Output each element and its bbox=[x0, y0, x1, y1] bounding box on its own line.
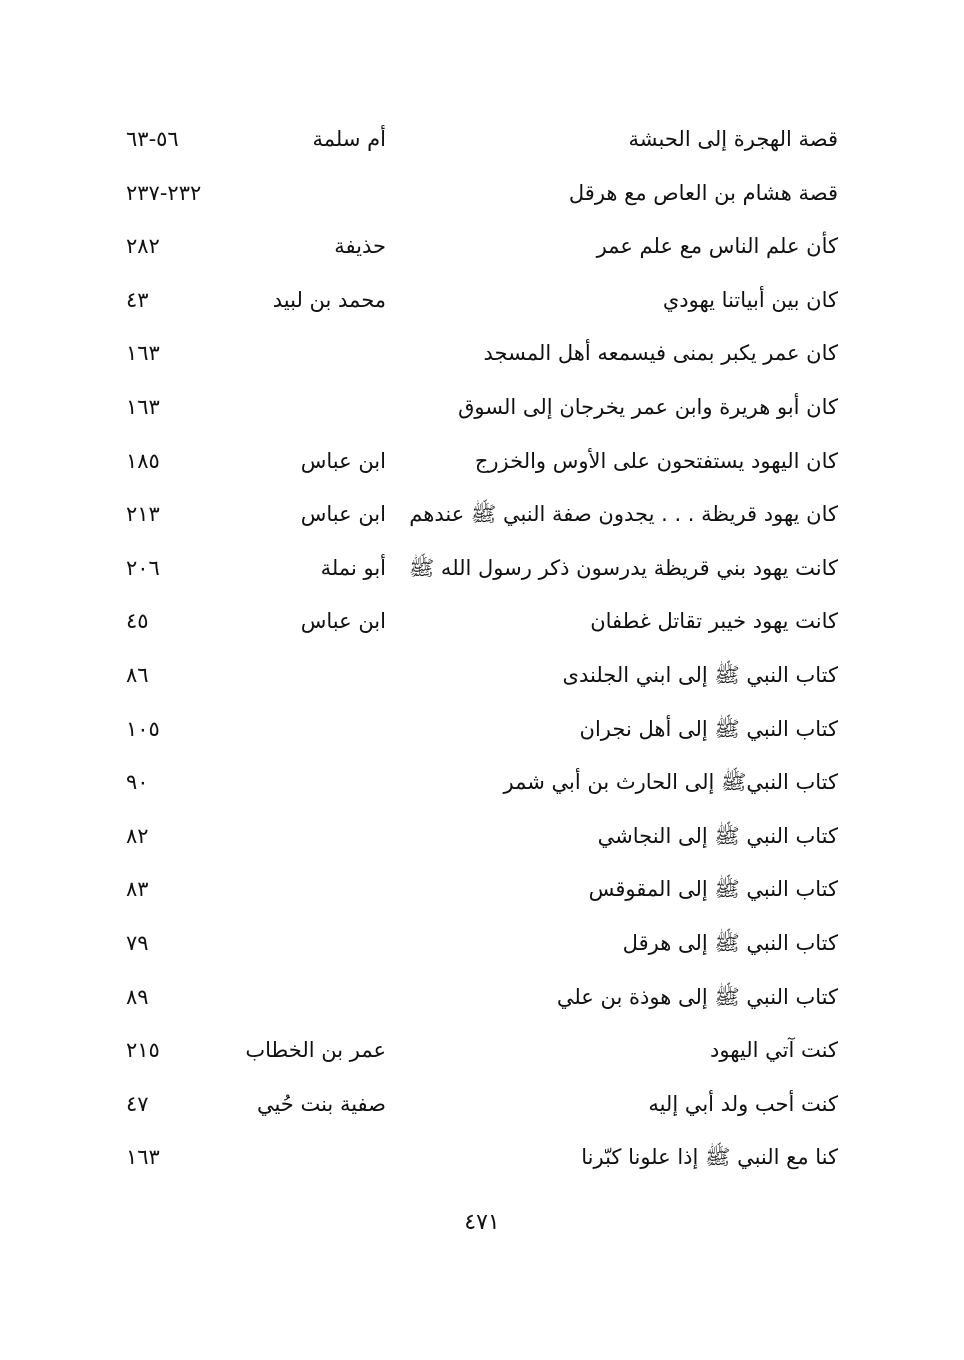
index-row bbox=[0, 542, 964, 596]
entry-pages: ٧٩ bbox=[126, 930, 149, 955]
index-row bbox=[0, 381, 964, 435]
entry-text: كانت يهود خيبر تقاتل غطفان bbox=[590, 609, 838, 634]
entry-text: كنت آتي اليهود bbox=[710, 1038, 838, 1063]
entry-pages: ٢٨٢ bbox=[126, 234, 160, 259]
entry-text: كتاب النبي ﷺ إلى هوذة بن علي bbox=[556, 984, 838, 1009]
entry-text: كتاب النبيﷺ إلى الحارث بن أبي شمر bbox=[503, 770, 838, 795]
index-row bbox=[0, 167, 964, 221]
entry-pages: ١٦٣ bbox=[126, 1145, 160, 1170]
entry-text: كنت أحب ولد أبي إليه bbox=[648, 1091, 838, 1116]
entry-pages: ٤٥ bbox=[126, 609, 149, 634]
entry-text: كان يهود قريظة . . . يجدون صفة النبي ﷺ عندهم bbox=[409, 502, 838, 527]
index-row bbox=[0, 703, 964, 757]
entry-pages: ٢١٣ bbox=[126, 502, 160, 527]
entry-text: كتاب النبي ﷺ إلى هرقل bbox=[622, 930, 838, 955]
entry-narrator: صفية بنت حُيي bbox=[256, 1091, 386, 1116]
index-row bbox=[0, 595, 964, 649]
entry-pages: ٤٧ bbox=[126, 1091, 149, 1116]
index-row bbox=[0, 1024, 964, 1078]
entry-pages: ١٦٣ bbox=[126, 394, 160, 419]
entry-pages: ٩٠ bbox=[126, 770, 149, 795]
entry-text: كان أبو هريرة وابن عمر يخرجان إلى السوق bbox=[458, 394, 838, 419]
entry-narrator: محمد بن لبيد bbox=[272, 287, 386, 312]
index-row bbox=[0, 274, 964, 328]
index-row bbox=[0, 756, 964, 810]
entry-narrator: ابن عباس bbox=[300, 609, 386, 634]
page-number: ٤٧١ bbox=[464, 1210, 500, 1235]
entry-pages: ١٠٥ bbox=[126, 716, 160, 741]
entry-narrator: عمر بن الخطاب bbox=[245, 1038, 386, 1063]
entry-pages: ٨٢ bbox=[126, 823, 149, 848]
hadith-index-table bbox=[0, 113, 964, 1185]
entry-text: كان عمر يكبر بمنى فيسمعه أهل المسجد bbox=[483, 341, 838, 366]
index-row bbox=[0, 435, 964, 489]
index-row bbox=[0, 810, 964, 864]
entry-narrator: حذيفة bbox=[334, 234, 386, 259]
entry-pages: ٢١٥ bbox=[126, 1038, 160, 1063]
index-row bbox=[0, 649, 964, 703]
entry-pages: ٥٦-٦٣ bbox=[126, 127, 179, 151]
entry-pages: ٤٣ bbox=[126, 287, 149, 312]
entry-narrator: ابن عباس bbox=[300, 502, 386, 527]
index-row bbox=[0, 488, 964, 542]
index-row bbox=[0, 220, 964, 274]
entry-text: كأن علم الناس مع علم عمر bbox=[596, 234, 838, 259]
entry-pages: ١٦٣ bbox=[126, 341, 160, 366]
entry-text: كانت يهود بني قريظة يدرسون ذكر رسول الله ﷺ bbox=[408, 555, 838, 580]
entry-narrator: ابن عباس bbox=[300, 448, 386, 473]
entry-narrator: أم سلمة bbox=[312, 127, 386, 151]
index-row bbox=[0, 863, 964, 917]
entry-text: كان اليهود يستفتحون على الأوس والخزرج bbox=[474, 448, 838, 473]
entry-pages: ٨٣ bbox=[126, 877, 149, 902]
entry-pages: ١٨٥ bbox=[126, 448, 160, 473]
index-row bbox=[0, 113, 964, 167]
entry-text: كتاب النبي ﷺ إلى النجاشي bbox=[597, 823, 838, 848]
index-row bbox=[0, 1078, 964, 1132]
entry-text: كنا مع النبي ﷺ إذا علونا كبّرنا bbox=[581, 1145, 838, 1170]
entry-pages: ٨٩ bbox=[126, 984, 149, 1009]
entry-pages: ٨٦ bbox=[126, 662, 149, 687]
index-row bbox=[0, 917, 964, 971]
index-row bbox=[0, 327, 964, 381]
entry-text: قصة الهجرة إلى الحبشة bbox=[628, 127, 838, 151]
entry-pages: ٢٠٦ bbox=[126, 555, 160, 580]
entry-pages: ٢٣٢-٢٣٧ bbox=[126, 180, 202, 205]
index-row bbox=[0, 971, 964, 1025]
index-row bbox=[0, 1131, 964, 1185]
entry-text: كان بين أبياتنا يهودي bbox=[662, 287, 838, 312]
entry-narrator: أبو نملة bbox=[320, 555, 386, 580]
entry-text: قصة هشام بن العاص مع هرقل bbox=[568, 180, 838, 205]
entry-text: كتاب النبي ﷺ إلى أهل نجران bbox=[579, 716, 838, 741]
entry-text: كتاب النبي ﷺ إلى المقوقس bbox=[588, 877, 838, 902]
entry-text: كتاب النبي ﷺ إلى ابني الجلندى bbox=[562, 662, 838, 687]
